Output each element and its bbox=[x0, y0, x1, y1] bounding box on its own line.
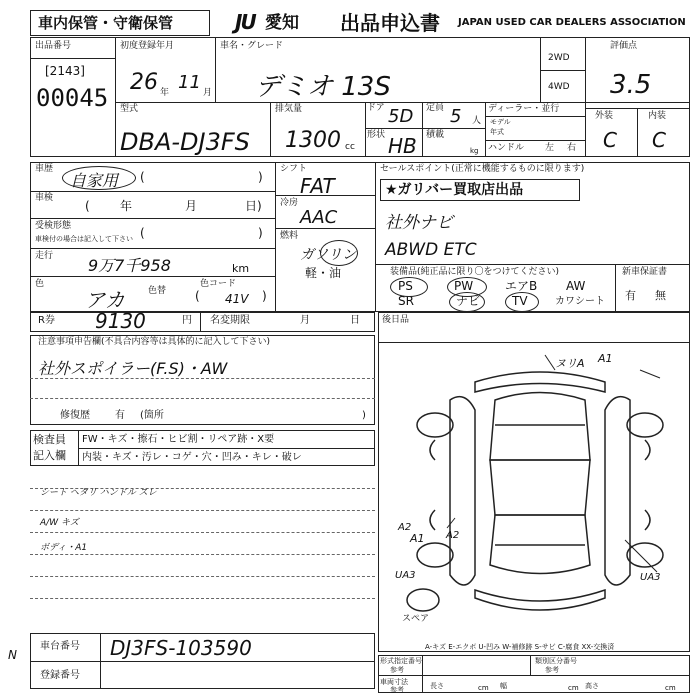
sales-point-line1: 社外ナビ bbox=[385, 213, 453, 233]
history-value: 自家用 bbox=[70, 171, 119, 190]
acceptance-label: 受検形態 bbox=[35, 221, 72, 231]
color-code-open: ( bbox=[195, 289, 200, 303]
dimensions-frame bbox=[378, 655, 690, 693]
exterior-label: 外装 bbox=[595, 111, 614, 121]
chassis-label: 車台番号 bbox=[40, 641, 80, 652]
repair-yes: 有 bbox=[115, 410, 125, 421]
model-value: DBA-DJ3FS bbox=[120, 128, 250, 156]
brand-name: 愛知 bbox=[265, 13, 299, 33]
inspection-day: 日) bbox=[245, 199, 262, 213]
capacity-value: 5 bbox=[450, 106, 462, 127]
capacity-unit: 人 bbox=[472, 116, 482, 126]
handle-left: 左 bbox=[545, 143, 555, 153]
new-warranty-no: 無 bbox=[655, 289, 666, 302]
ju-logo-icon: JU bbox=[235, 10, 255, 34]
lot-number: 00045 bbox=[36, 84, 109, 112]
evaluation-label: 評価点 bbox=[610, 41, 638, 51]
history-paren-close: ) bbox=[258, 170, 263, 184]
equipment-sr: SR bbox=[398, 294, 414, 308]
class-ref: 参考 bbox=[545, 666, 559, 674]
equipment-tv-circle bbox=[505, 292, 539, 312]
inspector-label2: 記入欄 bbox=[33, 449, 66, 462]
sales-stamp: ★ガリバー買取店出品 bbox=[385, 182, 524, 198]
load-label: 積載 bbox=[426, 130, 445, 140]
recycle-value: 9130 bbox=[95, 309, 146, 333]
capacity-label: 定員 bbox=[426, 103, 445, 113]
inspection-year: 年 bbox=[120, 199, 133, 213]
shift-label: シフト bbox=[280, 164, 308, 174]
drive-4wd: 4WD bbox=[548, 82, 570, 92]
car-name-label: 車名・グレード bbox=[220, 41, 284, 51]
inspector-note-line3: ボディ・A1 bbox=[40, 543, 88, 553]
equipment-ps: PS bbox=[398, 279, 413, 293]
diagram-label-a2-left: A2 bbox=[398, 522, 412, 533]
dealer-label: ディーラー・並行 bbox=[488, 104, 560, 114]
evaluation-value: 3.5 bbox=[610, 70, 652, 100]
new-warranty-yes: 有 bbox=[625, 289, 636, 302]
length-unit: cm bbox=[478, 684, 489, 692]
shift-value: FAT bbox=[300, 174, 335, 198]
height-label: 高さ bbox=[585, 682, 599, 690]
handle-right: 右 bbox=[567, 143, 577, 153]
size-label: 車両寸法 bbox=[380, 678, 408, 686]
color-label: 色 bbox=[35, 279, 45, 289]
registration-label: 登録番号 bbox=[40, 670, 80, 681]
name-change-day: 日 bbox=[350, 315, 360, 326]
form-title: 出品申込書 bbox=[340, 11, 440, 35]
model-year-label: モデル bbox=[490, 118, 511, 126]
equipment-airbag: エアB bbox=[505, 279, 538, 293]
height-unit: cm bbox=[665, 684, 676, 692]
equipment-aw: AW bbox=[566, 279, 586, 293]
aircon-value: AAC bbox=[300, 207, 338, 228]
year-unit: 年 bbox=[160, 88, 170, 98]
first-registration-year: 26 bbox=[130, 70, 158, 95]
recycle-row bbox=[30, 312, 375, 332]
interior-value: C bbox=[652, 128, 666, 152]
equipment-tv: TV bbox=[512, 294, 528, 308]
doors-value: 5D bbox=[388, 106, 414, 127]
class-label: 類別区分番号 bbox=[535, 657, 577, 665]
new-warranty-label: 新車保証書 bbox=[622, 267, 668, 277]
color-code-close: ) bbox=[262, 289, 267, 303]
mileage-label: 走行 bbox=[35, 251, 54, 261]
doors-label: ドア bbox=[367, 103, 385, 113]
history-circle bbox=[62, 166, 136, 190]
repair-place: (箇所 bbox=[140, 410, 164, 421]
fuel-gasoline: ガソリン bbox=[300, 247, 356, 263]
diagram-label-a2-mid: A2 bbox=[446, 530, 460, 541]
length-label: 長さ bbox=[430, 682, 444, 690]
diagram-legend: A-キズ E-エクボ U-凹み W-補修跡 S-サビ C-腐食 XX-交換済 bbox=[425, 643, 615, 651]
equipment-navi-circle bbox=[449, 292, 485, 312]
diagram-spare-label: スペア bbox=[402, 614, 430, 624]
mileage-value: 9万7千958 bbox=[88, 256, 171, 275]
size-ref: 参考 bbox=[390, 686, 404, 694]
post-description-label: 後日品 bbox=[382, 315, 410, 325]
inspector-note-line1: シート ヘタリ ハンドル スレ bbox=[40, 488, 157, 498]
equipment-kawaseat: カワシート bbox=[555, 296, 605, 307]
chassis-margin-note: N bbox=[8, 648, 17, 662]
displacement-value: 1300 bbox=[285, 128, 341, 153]
equipment-navi: ナビ bbox=[456, 294, 481, 308]
acceptance-sub: 車検付の場合は記入して下さい bbox=[35, 235, 133, 243]
fuel-label: 燃料 bbox=[280, 231, 299, 241]
body-shape-value: HB bbox=[388, 134, 417, 158]
inspection-open: ( bbox=[85, 199, 90, 213]
diagram-label-ua3-right: UA3 bbox=[640, 572, 661, 583]
model-label: 型式 bbox=[120, 104, 139, 114]
spec-ref: 参考 bbox=[390, 666, 404, 674]
equipment-label: 装備品(純正品に限り〇をつけてください) bbox=[390, 267, 560, 277]
history-label: 車歴 bbox=[35, 164, 54, 174]
inspector-fw-row: FW・キズ・擦石・ヒビ割・リペア跡・X要 bbox=[82, 434, 275, 445]
acceptance-open: ( bbox=[140, 226, 145, 240]
year-label: 年式 bbox=[490, 128, 504, 136]
width-unit: cm bbox=[568, 684, 579, 692]
name-change-month: 月 bbox=[300, 315, 310, 326]
car-diagram bbox=[395, 350, 685, 630]
width-label: 幅 bbox=[500, 682, 507, 690]
first-registration-month: 11 bbox=[178, 72, 201, 93]
storage-label: 車内保管・守衛保管 bbox=[38, 14, 174, 32]
name-change-label: 名変期限 bbox=[210, 315, 250, 326]
body-shape-label: 形状 bbox=[367, 130, 386, 140]
inspection-month: 月 bbox=[185, 199, 198, 213]
color-change-label: 色替 bbox=[148, 286, 167, 296]
fuel-light-oil: 軽・油 bbox=[305, 266, 342, 280]
notes-value: 社外スポイラー(F.S)・AW bbox=[38, 359, 228, 378]
sales-point-line2: ABWD ETC bbox=[385, 240, 477, 260]
chassis-value: DJ3FS-103590 bbox=[110, 636, 252, 660]
fuel-circle bbox=[320, 240, 358, 266]
lot-sub-number: [2143] bbox=[45, 64, 85, 78]
sales-points-label: セールスポイント(正常に機能するものに限ります) bbox=[380, 164, 585, 174]
handle-label: ハンドル bbox=[488, 143, 525, 153]
color-code-value: 41V bbox=[225, 292, 249, 306]
load-unit: kg bbox=[470, 147, 479, 155]
repair-label: 修復歴 bbox=[60, 410, 90, 421]
equipment-ps-circle bbox=[390, 277, 428, 297]
displacement-unit: cc bbox=[345, 142, 355, 152]
lot-label: 出品番号 bbox=[35, 41, 72, 51]
exterior-value: C bbox=[603, 128, 617, 152]
car-name-value: デミオ 13S bbox=[255, 72, 391, 102]
recycle-unit: 円 bbox=[182, 315, 192, 326]
notes-label: 注意事項申告欄(不具合内容等は具体的に記入して下さい) bbox=[38, 337, 271, 347]
inspector-label: 検査員 bbox=[33, 433, 66, 446]
first-registration-label: 初度登録年月 bbox=[120, 41, 175, 51]
equipment-pw: PW bbox=[454, 279, 474, 293]
color-value: アカ bbox=[85, 288, 125, 312]
inspector-note-line2: A/W キズ bbox=[40, 518, 79, 528]
inspector-interior-row: 内装・キズ・汚レ・コゲ・穴・凹み・キレ・破レ bbox=[82, 452, 302, 463]
diagram-label-a1-left: A1 bbox=[410, 532, 425, 545]
recycle-label: R券 bbox=[38, 315, 55, 326]
aircon-label: 冷房 bbox=[280, 198, 299, 208]
history-paren: ( bbox=[140, 170, 145, 184]
spec-label: 形式指定番号 bbox=[380, 657, 422, 665]
diagram-label-nuri-a: ヌリA bbox=[555, 357, 585, 370]
diagram-label-ua3-left: UA3 bbox=[395, 570, 416, 581]
displacement-label: 排気量 bbox=[275, 104, 303, 114]
interior-label: 内装 bbox=[648, 111, 667, 121]
repair-close: ) bbox=[362, 410, 366, 421]
color-code-label: 色コード bbox=[200, 279, 237, 289]
association-name: JAPAN USED CAR DEALERS ASSOCIATION bbox=[458, 17, 686, 28]
month-unit: 月 bbox=[203, 88, 213, 98]
inspection-label: 車検 bbox=[35, 193, 54, 203]
mileage-unit: km bbox=[232, 262, 250, 275]
diagram-label-a1-top: A1 bbox=[598, 352, 613, 365]
acceptance-close: ) bbox=[258, 226, 263, 240]
drive-2wd: 2WD bbox=[548, 53, 570, 63]
